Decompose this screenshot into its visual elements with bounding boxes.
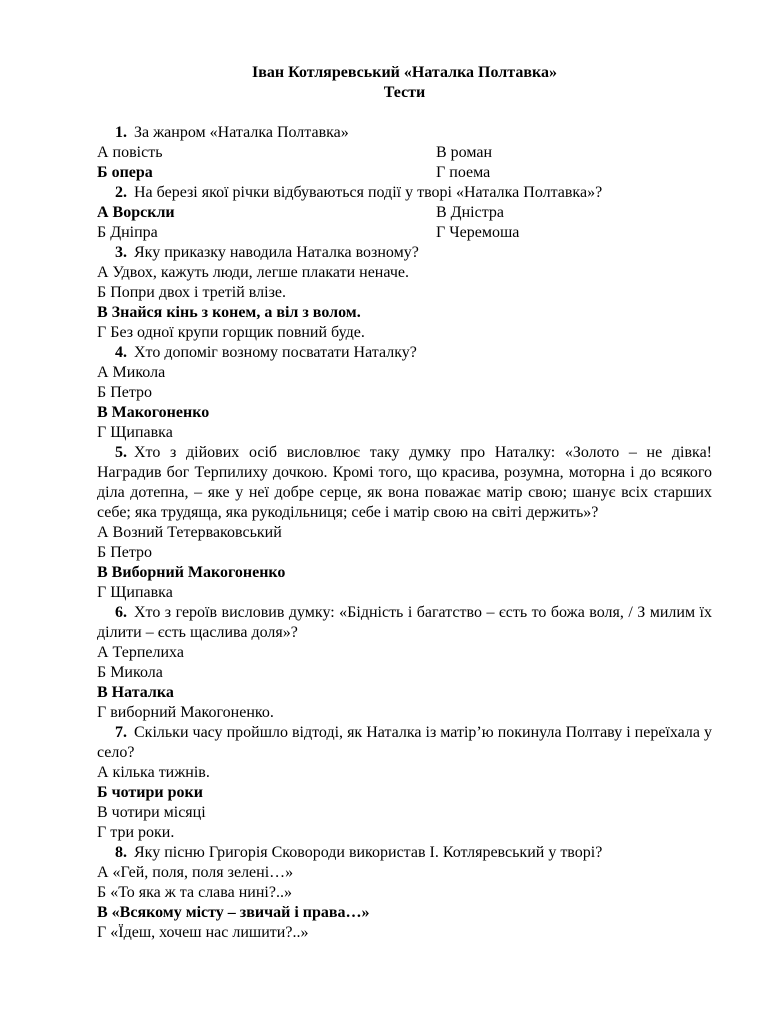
question-5-option-v: В Виборний Макогоненко [97,564,286,581]
doc-title: Іван Котляревський «Наталка Полтавка» [252,64,557,81]
question-6-number: 6. [115,604,127,621]
question-5-option-b: Б Петро [97,544,153,561]
question-8-option-a: А «Гей, поля, поля зелені…» [97,864,294,881]
question-8-option-g: Г «Їдеш, хочеш нас лишити?..» [97,924,309,941]
question-1-options-row-2 [97,163,712,183]
question-5-number: 5. [115,444,127,461]
question-1-options-row-1 [97,143,712,163]
question-1-number: 1. [115,124,127,141]
question-2-option-g: Г Черемоша [436,224,520,241]
question-2-options-row-1 [97,203,712,223]
question-3-option-a: А Удвох, кажуть люди, легше плакати неначе. [97,264,409,281]
question-2-option-a: А Ворскли [97,204,175,221]
question-3-option-v: В Знайся кінь з конем, а віл з волом. [97,304,361,321]
question-5-option-a: А Возний Тетерваковський [97,524,282,541]
question-7-option-b: Б чотири роки [97,784,203,801]
question-5 [97,443,712,603]
question-6-prompt: Хто з героїв висловив думку: «Бідність і багатство – єсть то божа воля, / З милим їх ділити – єсть щаслива доля»? [97,604,712,641]
question-7 [97,723,712,843]
question-3 [97,243,712,343]
question-1 [97,123,712,183]
question-2-options-row-2 [97,223,712,243]
question-2-prompt: На березі якої річки відбуваються події у творі «Наталка Полтавка»? [134,184,603,201]
question-1-option-b: Б опера [97,164,153,181]
question-3-text [97,243,712,263]
question-5-prompt: Хто з дійових осіб висловлює таку думку про Наталку: «Золото – не дівка! Наградив бог Терпилиху дочкою. Кромі того, що красива, розумна, моторна і до всякого діла дотепна, – яке у неї добре серце, як вона поважає матір свою; шанує всіх старших себе; яка трудяща, яка рукодільниця; себе і матір свою на світі держить»? [97,444,712,521]
question-2-option-v: В Дністра [436,204,504,221]
question-4-option-g: Г Щипавка [97,424,173,441]
question-4-option-a: А Микола [97,364,166,381]
question-3-prompt: Яку приказку наводила Наталка возному? [134,244,419,261]
question-8-text [97,843,712,863]
question-8 [97,843,712,943]
question-8-option-b: Б «То яка ж та слава нині?..» [97,884,292,901]
question-8-option-v: В «Всякому місту – звичай і права…» [97,904,370,921]
question-3-option-g: Г Без одної крупи горщик повний буде. [97,324,365,341]
question-6-option-a: А Терпелиха [97,644,184,661]
question-1-option-a: А повість [97,144,163,161]
question-1-option-g: Г поема [436,164,491,181]
question-4-number: 4. [115,344,127,361]
question-4-prompt: Хто допоміг возному посватати Наталку? [134,344,417,361]
question-6 [97,603,712,723]
question-5-text [97,443,712,523]
question-2-option-b: Б Дніпра [97,224,158,241]
question-4-option-b: Б Петро [97,384,153,401]
question-2-text [97,183,712,203]
question-2 [97,183,712,243]
question-2-number: 2. [115,184,127,201]
question-3-number: 3. [115,244,127,261]
question-7-option-v: В чотири місяці [97,804,206,821]
question-5-option-g: Г Щипавка [97,584,173,601]
question-7-number: 7. [115,724,127,741]
question-4 [97,343,712,443]
question-1-prompt: За жанром «Наталка Полтавка» [134,124,349,141]
question-6-text [97,603,712,643]
document-content [97,63,712,943]
question-6-option-g: Г виборний Макогоненко. [97,704,274,721]
question-8-prompt: Яку пісню Григорія Сковороди використав І. Котляревський у творі? [134,844,603,861]
question-4-text [97,343,712,363]
question-1-option-v: В роман [436,144,493,161]
doc-subtitle: Тести [383,84,426,101]
question-7-option-g: Г три роки. [97,824,175,841]
question-6-option-v: В Наталка [97,684,174,701]
question-7-option-a: А кілька тижнів. [97,764,210,781]
question-8-number: 8. [115,844,127,861]
question-1-text [97,123,712,143]
question-7-text [97,723,712,763]
question-6-option-b: Б Микола [97,664,163,681]
question-3-option-b: Б Попри двох і третій влізе. [97,284,286,301]
question-7-prompt: Скільки часу пройшло відтоді, як Наталка із матір’ю покинула Полтаву і переїхала у село? [97,724,712,761]
question-4-option-v: В Макогоненко [97,404,210,421]
